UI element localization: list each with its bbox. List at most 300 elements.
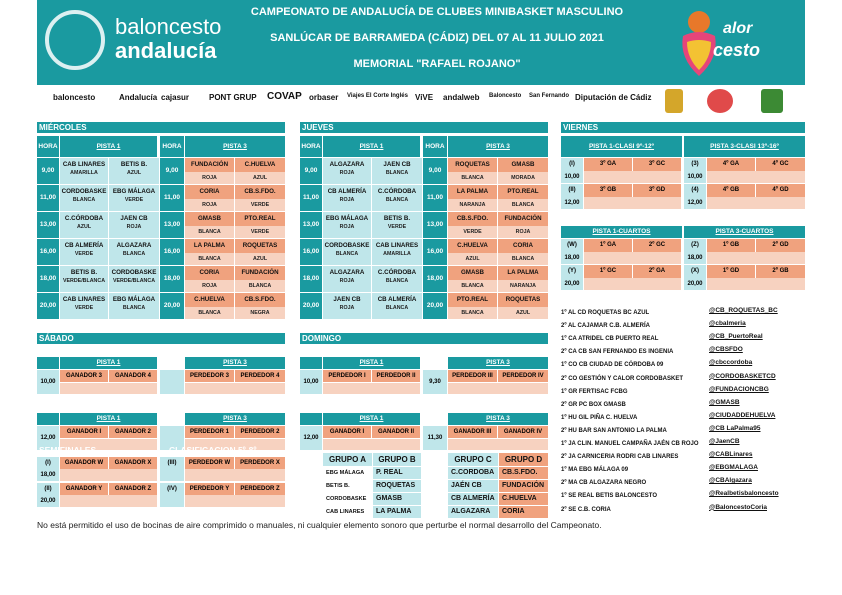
kit-color: AZUL xyxy=(498,307,548,319)
kit-color: VERDE xyxy=(448,226,497,238)
match-team-cell xyxy=(323,212,371,238)
match-time: 9,00 xyxy=(160,158,184,184)
team-handle: @CORDOBASKETCD xyxy=(709,372,776,380)
match-team-cell xyxy=(60,239,108,265)
match-team-cell xyxy=(372,293,422,319)
ranking-row: 2º AL CAJAMAR C.B. ALMERÍA xyxy=(561,323,650,330)
ranking-row: 1º GR FERTISAC FCBG xyxy=(561,388,628,395)
match-time: 12,00 xyxy=(561,197,583,209)
kit-color: AZUL xyxy=(235,172,285,184)
team-name: CORIA xyxy=(498,239,548,253)
slot-cell: 4º GD xyxy=(756,184,805,197)
team-handle: @CBAlgazara xyxy=(709,477,752,485)
match-team-cell xyxy=(323,266,371,292)
team-handle: @BaloncestoCoria xyxy=(709,503,767,511)
team-name: GMASB xyxy=(185,212,234,226)
kit-color: BLANCA xyxy=(448,307,497,319)
group-team: EBG MÁLAGA xyxy=(323,467,372,479)
kit-color: VERDE xyxy=(235,226,285,238)
match-team-cell xyxy=(235,266,285,292)
group-header: GRUPO C xyxy=(448,453,498,466)
team-handle: @Realbetisbaloncesto xyxy=(709,490,779,498)
day-header-miercoles: MIÉRCOLES xyxy=(37,122,285,133)
match-time: 20,00 xyxy=(37,293,59,319)
team-name: ALGAZARA xyxy=(329,269,365,276)
team-name: CB ALMERÍA xyxy=(64,242,104,249)
team-handle: @GMASB xyxy=(709,398,740,406)
match-team-cell xyxy=(60,293,108,319)
kit-color: BLANCA xyxy=(185,226,234,238)
match-time: 9,00 xyxy=(300,158,322,184)
slot-cell: PERDEDOR II xyxy=(372,370,420,382)
pista3-header: PISTA 3 xyxy=(448,357,548,369)
memorial-title: MEMORIAL "RAFAEL ROJANO" xyxy=(353,58,521,70)
pista1-header: PISTA 1 xyxy=(323,136,420,157)
sponsor-logo: Viajes El Corte Inglés xyxy=(347,93,408,99)
slot-cell: PERDEDOR 2 xyxy=(235,426,285,438)
match-time: 9,30 xyxy=(423,370,447,394)
brand-line2: andalucía xyxy=(115,38,217,63)
slot-cell: 2º GC xyxy=(633,239,681,252)
match-team-cell xyxy=(235,239,285,265)
slot-cell: 3º GD xyxy=(633,184,681,197)
match-team-cell xyxy=(185,266,234,292)
match-time: 18,00 xyxy=(160,266,184,292)
kit-color: ROJA xyxy=(339,224,355,230)
team-handle: @CABLinares xyxy=(709,451,753,459)
slot-color-cell xyxy=(60,469,157,481)
team-name: EBG MÁLAGA xyxy=(112,188,156,195)
team-name: EBG MÁLAGA xyxy=(112,296,156,303)
slot-cell: 3º GA xyxy=(584,158,632,171)
slot-cell: PERDEDOR I xyxy=(323,370,371,382)
team-name: CB ALMERÍA xyxy=(327,188,367,195)
valorcesto-text2: cesto xyxy=(713,40,761,60)
team-name: ALGAZARA xyxy=(116,242,152,249)
slot-cell: PERDEDOR 3 xyxy=(185,370,234,382)
match-id: (II) xyxy=(561,184,583,197)
group-team: CAB LINARES xyxy=(323,506,372,518)
kit-color: VERDE xyxy=(124,197,144,203)
match-id: (I) xyxy=(37,457,59,469)
slot-color-cell xyxy=(584,197,681,209)
slot-cell: 4º GA xyxy=(707,158,755,171)
pista3-header: PISTA 3 xyxy=(185,136,285,157)
group-team: FUNDACIÓN xyxy=(499,480,548,492)
sponsor-logo: Diputación de Cádiz xyxy=(575,93,652,102)
match-time: 18,00 xyxy=(37,266,59,292)
pista-cell xyxy=(300,357,322,369)
slot-cell: 4º GC xyxy=(756,158,805,171)
slot-cell: GANADOR 3 xyxy=(60,370,108,382)
phase-title: CLASIFICACION 7º-8º xyxy=(432,345,520,355)
match-team-cell xyxy=(323,185,371,211)
match-team-cell xyxy=(60,185,108,211)
match-time: 16,00 xyxy=(300,239,322,265)
match-team-cell xyxy=(323,293,371,319)
kit-color: AZUL xyxy=(76,224,92,230)
phase-title: SEMIFINALES xyxy=(39,445,97,455)
match-time: 20,00 xyxy=(423,293,447,319)
sponsor-logo: COVAP xyxy=(267,91,302,102)
team-name: CB.S.FDO. xyxy=(235,293,285,307)
match-time: 20,00 xyxy=(684,278,706,290)
match-team-cell xyxy=(372,158,422,184)
kit-color: AMARILLA xyxy=(383,251,411,257)
match-id: (I) xyxy=(561,158,583,171)
phase-title: CLASIFICACION 5º-8º xyxy=(169,445,257,455)
team-name: GMASB xyxy=(448,266,497,280)
match-team-cell xyxy=(372,239,422,265)
ranking-row: 1º JA CLIN. MANUEL CAMPAÑA JAÉN CB ROJO xyxy=(561,441,699,447)
match-time: 9,00 xyxy=(37,158,59,184)
kit-color: AZUL xyxy=(235,253,285,265)
sponsor-logo: PONT GRUP xyxy=(209,93,257,102)
kit-color: ROJA xyxy=(185,172,234,184)
match-time: 18,00 xyxy=(561,252,583,264)
match-team-cell xyxy=(185,185,234,211)
team-name: PTO.REAL xyxy=(448,293,497,307)
team-handle: @CB LaPalma95 xyxy=(709,424,761,432)
hora-header: HORA xyxy=(300,136,322,157)
kit-color: AMARILLA xyxy=(70,170,98,176)
sponsor-logo: orbaser xyxy=(309,93,339,102)
match-team-cell xyxy=(109,158,159,184)
kit-color: BLANCA xyxy=(385,170,409,176)
sponsor-logo: Baloncesto xyxy=(489,93,522,99)
team-name: C.CÓRDOBA xyxy=(64,215,104,222)
match-time: 18,00 xyxy=(300,266,322,292)
pista1-header: PISTA 1 xyxy=(60,136,157,157)
slot-color-cell xyxy=(60,495,157,507)
kit-color: BLANCA xyxy=(185,253,234,265)
pista-cell xyxy=(300,413,322,425)
group-team: P. REAL xyxy=(373,467,421,479)
group-team: CB.S.FDO. xyxy=(499,467,548,479)
match-time: 12,00 xyxy=(37,426,59,450)
phase-title: CLASIFICACION 1º-2º xyxy=(302,401,390,411)
header-banner xyxy=(37,0,805,85)
kit-color: BLANCA xyxy=(385,305,409,311)
team-name: PTO.REAL xyxy=(235,212,285,226)
slot-color-cell xyxy=(323,439,420,450)
team-name: C.CÓRDOBA xyxy=(377,269,417,276)
kit-color: BLANCA xyxy=(235,280,285,292)
team-handle: @CB_ROQUETAS_BC xyxy=(709,307,778,314)
match-team-cell xyxy=(448,293,497,319)
team-name: CAB LINARES xyxy=(62,296,106,303)
slot-cell: 3º GC xyxy=(633,158,681,171)
sponsor-logo: baloncesto xyxy=(53,93,96,102)
team-name: JAEN CB xyxy=(120,215,148,222)
team-name: ALGAZARA xyxy=(329,161,365,168)
match-time: 13,00 xyxy=(300,212,322,238)
match-time: 11,00 xyxy=(160,185,184,211)
slot-color-cell xyxy=(707,197,805,209)
cuartos-pista1-header: PISTA 1-CUARTOS xyxy=(561,226,682,238)
match-team-cell xyxy=(109,266,159,292)
slot-color-cell xyxy=(707,252,805,264)
match-time: 16,00 xyxy=(37,239,59,265)
team-name: C.CÓRDOBA xyxy=(377,188,417,195)
match-id: (3) xyxy=(684,158,706,171)
match-time: 9,00 xyxy=(423,158,447,184)
slot-color-cell xyxy=(584,278,681,290)
match-time: 10,00 xyxy=(37,370,59,394)
team-name: ROQUETAS xyxy=(448,158,497,172)
valorcesto-text1: alor xyxy=(723,20,753,37)
slot-color-cell xyxy=(707,171,805,183)
match-team-cell xyxy=(372,266,422,292)
ranking-row: 2º SE C.B. CORIA xyxy=(561,506,611,513)
group-team: JAÉN CB xyxy=(448,480,498,492)
match-team-cell xyxy=(60,158,108,184)
ranking-row: 2º JA CARNICERIA RODRI CAB LINARES xyxy=(561,454,679,461)
ranking-row: 1º MA EBG MÁLAGA 09 xyxy=(561,467,629,474)
crest-icon xyxy=(665,89,683,113)
team-name: BETIS B. xyxy=(383,215,411,222)
hora-header: HORA xyxy=(423,136,447,157)
hora-header: HORA xyxy=(160,136,184,157)
pista-cell xyxy=(160,469,184,481)
phase-title: CLASIFICACION 13º-14º xyxy=(39,345,136,355)
sponsor-logo: cajasur xyxy=(161,93,190,102)
team-name: LA PALMA xyxy=(448,185,497,199)
team-name: CAB LINARES xyxy=(375,242,419,249)
sponsor-bar xyxy=(37,85,805,117)
match-team-cell xyxy=(185,158,234,184)
match-id: (IV) xyxy=(160,483,184,495)
team-handle: @cbccordoba xyxy=(709,359,753,367)
day-header-domingo: DOMINGO xyxy=(300,333,548,344)
team-name: LA PALMA xyxy=(185,239,234,253)
group-team: C.HUELVA xyxy=(499,493,548,505)
team-name: C.HUELVA xyxy=(235,158,285,172)
group-team: ALGAZARA xyxy=(448,506,498,518)
slot-cell: 1º GA xyxy=(584,239,632,252)
kit-color: ROJA xyxy=(185,280,234,292)
ranking-row: 1º AL CD ROQUETAS BC AZUL xyxy=(561,310,650,316)
slot-color-cell xyxy=(584,252,681,264)
team-handle: @JaenCB xyxy=(709,438,740,445)
slot-color-cell xyxy=(448,439,548,450)
phase-title: CLASIFICACION 15º-16º xyxy=(169,345,266,355)
match-time: 16,00 xyxy=(160,239,184,265)
group-team: CORIA xyxy=(499,506,548,518)
team-name: CB ALMERÍA xyxy=(377,296,417,303)
match-team-cell xyxy=(235,185,285,211)
match-time: 13,00 xyxy=(423,212,447,238)
slot-cell: 1º GB xyxy=(707,239,755,252)
match-time: 10,00 xyxy=(684,171,706,183)
sponsor-logo: andalweb xyxy=(443,93,480,102)
team-name: ROQUETAS xyxy=(235,239,285,253)
pista-cell xyxy=(160,495,184,507)
pista1-header: PISTA 1 xyxy=(60,413,157,425)
match-team-cell xyxy=(448,212,497,238)
ranking-row: 1º HU GIL PIÑA C. HUELVA xyxy=(561,414,638,421)
slot-cell: PERDEDOR X xyxy=(235,457,285,469)
kit-color: VERDE xyxy=(235,199,285,211)
match-team-cell xyxy=(372,185,422,211)
pista1-header: PISTA 1 xyxy=(60,357,157,369)
group-team: CB ALMERÍA xyxy=(448,493,498,505)
match-team-cell xyxy=(185,212,234,238)
match-id: (Z) xyxy=(684,239,706,252)
team-handle: @cbalmeria xyxy=(709,320,746,328)
match-time: 18,00 xyxy=(423,266,447,292)
match-time: 12,00 xyxy=(300,426,322,450)
kit-color: BLANCA xyxy=(335,251,359,257)
match-team-cell xyxy=(323,239,371,265)
slot-cell: 2º GB xyxy=(756,265,805,278)
group-team: CORDOBASKE xyxy=(323,493,372,505)
team-name: JAEN CB xyxy=(333,296,361,303)
kit-color: BLANCA xyxy=(72,197,96,203)
slot-cell: PERDEDOR W xyxy=(185,457,234,469)
match-time: 11,00 xyxy=(423,185,447,211)
pista-cell xyxy=(37,413,59,425)
ranking-row: 2º GR PC BOX GMASB xyxy=(561,401,626,408)
ranking-row: 2º CO GESTIÓN Y CALOR CORDOBASKET xyxy=(561,375,683,382)
slot-cell: 1º GC xyxy=(584,265,632,278)
team-name: CORDOBASKE xyxy=(111,269,157,276)
venue-date: SANLÚCAR DE BARRAMEDA (CÁDIZ) DEL 07 AL 11 JULIO 2021 xyxy=(270,32,604,44)
match-team-cell xyxy=(235,293,285,319)
kit-color: AZUL xyxy=(126,170,142,176)
championship-title: CAMPEONATO DE ANDALUCÍA DE CLUBES MINIBASKET MASCULINO xyxy=(250,6,624,18)
team-name: CAB LINARES xyxy=(62,161,106,168)
slot-cell: GANADOR III xyxy=(448,426,497,438)
slot-cell: PERDEDOR Y xyxy=(185,483,234,495)
match-time: 16,00 xyxy=(423,239,447,265)
kit-color: NARANJA xyxy=(448,199,497,211)
ranking-row: 2º MA CB ALGAZARA NEGRO xyxy=(561,480,647,487)
kit-color: ROJA xyxy=(339,197,355,203)
match-team-cell xyxy=(235,212,285,238)
cuartos-pista3-header: PISTA 3-CUARTOS xyxy=(684,226,805,238)
match-time: 10,00 xyxy=(300,370,322,394)
phase-title: CLASIFICACION 3º-4º xyxy=(302,345,390,355)
kit-color: BLANCA xyxy=(498,253,548,265)
kit-color: BLANCA xyxy=(122,305,146,311)
kit-color: BLANCA xyxy=(385,197,409,203)
slot-cell: GANADOR Z xyxy=(109,483,157,495)
match-time: 18,00 xyxy=(37,469,59,481)
team-name: PTO.REAL xyxy=(498,185,548,199)
team-name: CB.S.FDO. xyxy=(448,212,497,226)
match-id: (X) xyxy=(684,265,706,278)
slot-cell: PERDEDOR 1 xyxy=(185,426,234,438)
match-id: (4) xyxy=(684,184,706,197)
kit-color: ROJA xyxy=(498,226,548,238)
match-team-cell xyxy=(323,158,371,184)
team-name: C.HUELVA xyxy=(185,293,234,307)
team-name: FUNDACIÓN xyxy=(498,212,548,226)
basketball-logo-icon xyxy=(45,10,105,70)
match-team-cell xyxy=(109,212,159,238)
slot-color-cell xyxy=(323,383,420,394)
group-team: GMASB xyxy=(373,493,421,505)
slot-cell: 4º GB xyxy=(707,184,755,197)
match-team-cell xyxy=(185,239,234,265)
kit-color: VERDE/BLANCA xyxy=(62,278,106,284)
match-time: 20,00 xyxy=(160,293,184,319)
match-time: 20,00 xyxy=(561,278,583,290)
slot-color-cell xyxy=(448,383,548,394)
kit-color: MORADA xyxy=(498,172,548,184)
pista-cell xyxy=(160,370,184,394)
pista3-header: PISTA 3 xyxy=(448,136,548,157)
match-time: 12,00 xyxy=(684,197,706,209)
kit-color: ROJA xyxy=(339,305,355,311)
crest-icon xyxy=(761,89,783,113)
slot-cell: GANADOR 4 xyxy=(109,370,157,382)
team-name: BETIS B. xyxy=(120,161,148,168)
day-header-viernes: VIERNES xyxy=(561,122,805,133)
team-name: GMASB xyxy=(498,158,548,172)
match-team-cell xyxy=(448,266,497,292)
match-id: (II) xyxy=(37,483,59,495)
phase-title: CLASIFICACION 9º-10º xyxy=(39,401,132,411)
slot-color-cell xyxy=(60,383,157,394)
sponsor-logo: ViVE xyxy=(415,93,434,102)
kit-color: BLANCA xyxy=(185,307,234,319)
group-team: ROQUETAS xyxy=(373,480,421,492)
team-name: CB.S.FDO. xyxy=(235,185,285,199)
team-name: ROQUETAS xyxy=(498,293,548,307)
ranking-row: 1º SE REAL BETIS BALONCESTO xyxy=(561,493,657,500)
slot-cell: GANADOR II xyxy=(372,426,420,438)
kit-color: BLANCA xyxy=(122,251,146,257)
match-id: (III) xyxy=(160,457,184,469)
kit-color: AZUL xyxy=(448,253,497,265)
ranking-row: 2º HU BAR SAN ANTONIO LA PALMA xyxy=(561,427,667,434)
kit-color: NARANJA xyxy=(498,280,548,292)
kit-color: BLANCA xyxy=(448,172,497,184)
team-name: BETIS B. xyxy=(70,269,98,276)
kit-color: BLANCA xyxy=(385,278,409,284)
team-name: FUNDACIÓN xyxy=(235,266,285,280)
group-header: GRUPO B xyxy=(373,453,421,466)
match-team-cell xyxy=(498,185,548,211)
slot-color-cell xyxy=(707,278,805,290)
kit-color: VERDE xyxy=(74,305,94,311)
ranking-row: 1º CO CB CIUDAD DE CÓRDOBA 09 xyxy=(561,362,664,369)
match-team-cell xyxy=(448,158,497,184)
footer-notice: No está permitido el uso de bocinas de aire comprimido o manuales, ni cualquier elemento sonoro que perturbe el normal desarrollo del Campeonato. xyxy=(37,520,602,530)
sponsor-logo: Andalucía xyxy=(119,93,158,102)
pista1-header: PISTA 1 xyxy=(323,413,420,425)
ranking-row: 1º CA ATRIDEL CB PUERTO REAL xyxy=(561,336,659,343)
match-team-cell xyxy=(498,239,548,265)
team-name: CORIA xyxy=(185,266,234,280)
ranking-row: 2º CA CB SAN FERNANDO ES INGENIA xyxy=(561,349,674,356)
match-team-cell xyxy=(372,212,422,238)
match-id: (W) xyxy=(561,239,583,252)
kit-color: VERDE xyxy=(387,224,407,230)
match-team-cell xyxy=(60,266,108,292)
group-team: LA PALMA xyxy=(373,506,421,518)
match-time: 20,00 xyxy=(300,293,322,319)
match-id: (Y) xyxy=(561,265,583,278)
kit-color: ROJA xyxy=(126,224,142,230)
match-team-cell xyxy=(235,158,285,184)
match-team-cell xyxy=(498,212,548,238)
match-time: 10,00 xyxy=(561,171,583,183)
slot-cell: 2º GD xyxy=(756,239,805,252)
pista3-header: PISTA 3 xyxy=(185,413,285,425)
